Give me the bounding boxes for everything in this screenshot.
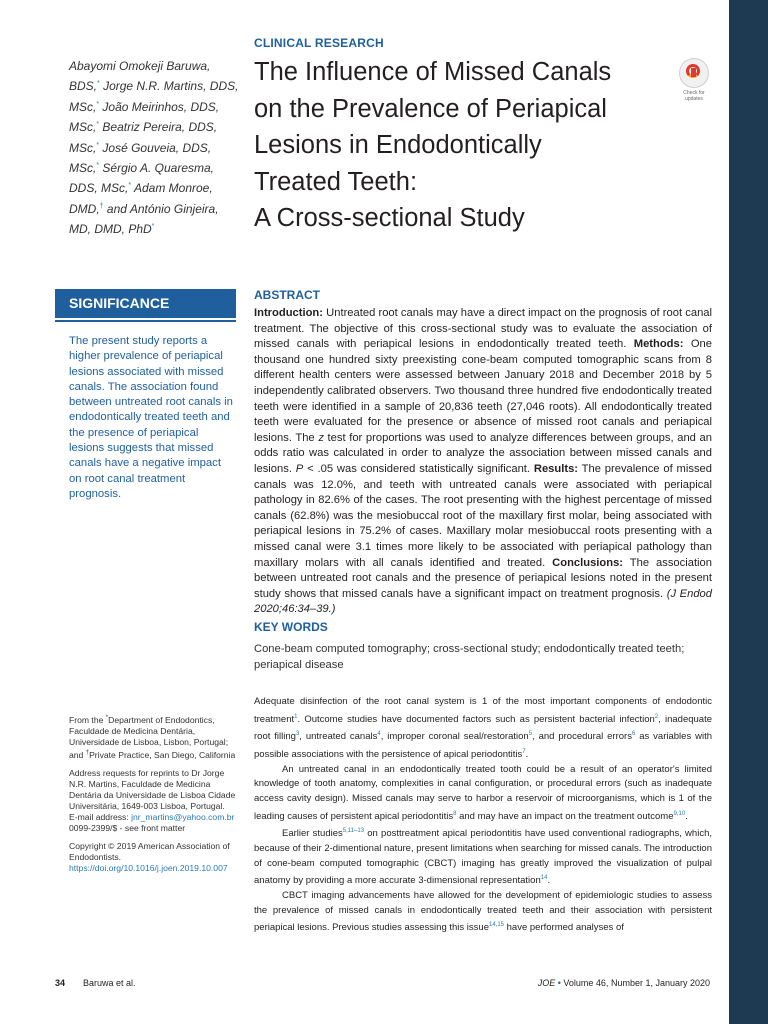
- paragraph: Earlier studies$^{5,11-13}$ on posttreatment apical periodontitis have used conventional radiographs, which, because of their 2-dimentional nature, present limitations when searching for missed canals. The introduction of cone-beam computed tomographic (CBCT) imaging has greatly improved the visualization of pulpal anatomy by providing a more accurate 3-dimensional representation$^{14}$.: [254, 828, 712, 887]
- check-for-updates-icon: [679, 58, 709, 88]
- citation-ref[interactable]: 5,11–13: [342, 828, 365, 835]
- significance-heading: SIGNIFICANCE: [55, 289, 236, 318]
- citation-ref[interactable]: 9,10: [673, 810, 686, 817]
- paragraph: CBCT imaging advancements have allowed for the development of epidemiologic studies to assess the prevalence of missed canals in endodontically treated teeth and their association with persistent periapical lesions. Previous studies assessing this issue$^{14,15}$ have performed analyses of: [254, 890, 712, 934]
- abstract-heading: ABSTRACT: [254, 288, 320, 302]
- copyright-notice: Copyright © 2019 American Association of Endodontists. https://doi.org/10.1016/j.joen.2019.10.007: [69, 840, 230, 873]
- citation-ref[interactable]: 14: [540, 875, 548, 882]
- article-footnote: [69, 713, 241, 881]
- running-author: Baruwa et al.: [83, 978, 136, 988]
- title-line: The Influence of Missed Canals: [254, 58, 612, 86]
- section-label: CLINICAL RESEARCH: [254, 36, 384, 50]
- check-for-updates-button[interactable]: [676, 58, 712, 102]
- citation-ref[interactable]: 6: [631, 731, 636, 738]
- title-line: Lesions in Endodontically: [254, 131, 542, 159]
- paragraph: An untreated canal in an endodontically treated tooth could be a result of an operator's limited knowledge of tooth anatomy, complexities in canal configuration, or procedural errors (such as inadequate access cavity design). Missed canals may serve to harbor a reservoir of microorganisms, which is 1 of the leading causes of persistent apical periodontitis$^8$ and may have an impact on the treatment outcome$^{9,10}$.: [254, 763, 712, 822]
- citation-ref[interactable]: 1: [294, 713, 298, 720]
- right-edge-bar: [729, 0, 768, 1024]
- significance-text: The present study reports a higher prevalence of periapical lesions associated with missed canals. The association found between untreated root canals in endodontically treated teeth and the presence of periapical lesions suggests that missed canals have a negative impact on root canal treatment prognosis.: [69, 335, 233, 500]
- reprint-address: Address requests for reprints to Dr Jorge N.R. Martins, Faculdade de Medicina Dentária da Universidade de Lisboa Cidade Universitária, 1649-003 Lisboa, Portugal. E-mail address: jnr_martins@yahoo.com.br 0099-2399/$ - see front matter: [69, 767, 236, 833]
- keywords-text: Cone-beam computed tomography; cross-sectional study; endodontically treated teeth; periapical disease: [254, 643, 685, 671]
- doi-link[interactable]: https://doi.org/10.1016/j.joen.2019.10.007: [69, 862, 228, 873]
- author-list: Abayomi Omokeji Baruwa, BDS,* Jorge N.R. Martins, DDS, MSc,* João Meirinhos, DDS, MSc,* Beatriz Pereira, DDS, MSc,* José Gouveia, DDS, MSc,* Sérgio A. Quaresma, DDS, MSc,* Adam Monroe, DMD,† and António Ginjeira, MD, DMD, PhD*: [69, 59, 239, 237]
- affiliations: From the *Department of Endodontics, Faculdade de Medicina Dentária, Universidade de Lisboa, Lisbon, Portugal; and †Private Practice, San Diego, California: [69, 714, 236, 760]
- title-line: Treated Teeth:: [254, 167, 418, 196]
- title-line: on the Prevalence of Periapical: [254, 94, 607, 123]
- page-number: 34: [55, 978, 66, 988]
- significance-divider: [55, 320, 236, 322]
- significance-box: [55, 289, 236, 502]
- keywords-heading: KEY WORDS: [254, 620, 328, 634]
- citation-ref[interactable]: 4: [377, 731, 381, 738]
- title-line: A Cross-sectional Study: [254, 204, 525, 232]
- email-link[interactable]: jnr_martins@yahoo.com.br: [131, 811, 235, 822]
- body-text: [254, 695, 712, 936]
- abstract-text: Introduction: Untreated root canals may have a direct impact on the prognosis of root canal treatment. The objective of this cross-sectional study was to evaluate the association of missed canals with periapical lesions in endodontically treated teeth. Methods: One thousand one hundred sixty preexisting cone-beam computed tomographic scans from 8 different health centers were assessed between January 2018 and December 2018 by 5 independently calibrated observers. Two thousand three hundred five endodontically treated teeth were identified in a sample of 20,836 teeth (27,046 roots). All endodontically treated teeth were evaluated for the presence or absence of missed root canals and periapical lesions. The z test for proportions was used to analyze differences between groups, and an odds ratio was calculated in order to analyze the association between missed canals and lesions. P < .05 was considered statistically significant. Results: The prevalence of missed canals was 12.0%, and teeth with untreated canals were associated with periapical pathology in 82.6% of the cases. The root presenting with the highest percentage of missed canals (62.8%) was the mesiobuccal root of the maxillary first molar, being associated with periapical lesions in 75.2% of cases. Maxillary molar mesiobuccal roots presenting with a missed canal were 3.1 times more likely to be associated with periapical pathology than maxillary molars with all canals identified and treated. Conclusions: The association between untreated root canals and the presence of periapical lesions noted in the present study shows that missed canals have a significant impact on treatment prognosis. (J Endod 2020;46:34–39.): [254, 307, 712, 616]
- citation-ref[interactable]: 3: [295, 731, 300, 738]
- citation-ref[interactable]: 7: [522, 749, 526, 756]
- citation-ref[interactable]: 5: [528, 731, 533, 738]
- article-title: [254, 54, 674, 237]
- check-for-updates-label: Check for updates: [683, 90, 705, 102]
- citation-ref[interactable]: 8: [453, 810, 457, 817]
- citation-ref[interactable]: 2: [654, 713, 659, 720]
- journal-info: JOE • Volume 46, Number 1, January 2020: [537, 978, 710, 988]
- paragraph: Adequate disinfection of the root canal system is 1 of the most important components of endodontic treatment$^1$. Outcome studies have documented factors such as persistent bacterial infection$^2$, inadequate root filling$^3$, untreated canals$^4$, improper coronal seal/restoration$^5$, and procedural errors$^6$ as variables with possible associations with the persistence of apical periodontitis$^7$.: [254, 696, 713, 761]
- citation-ref[interactable]: 14,15: [488, 922, 504, 929]
